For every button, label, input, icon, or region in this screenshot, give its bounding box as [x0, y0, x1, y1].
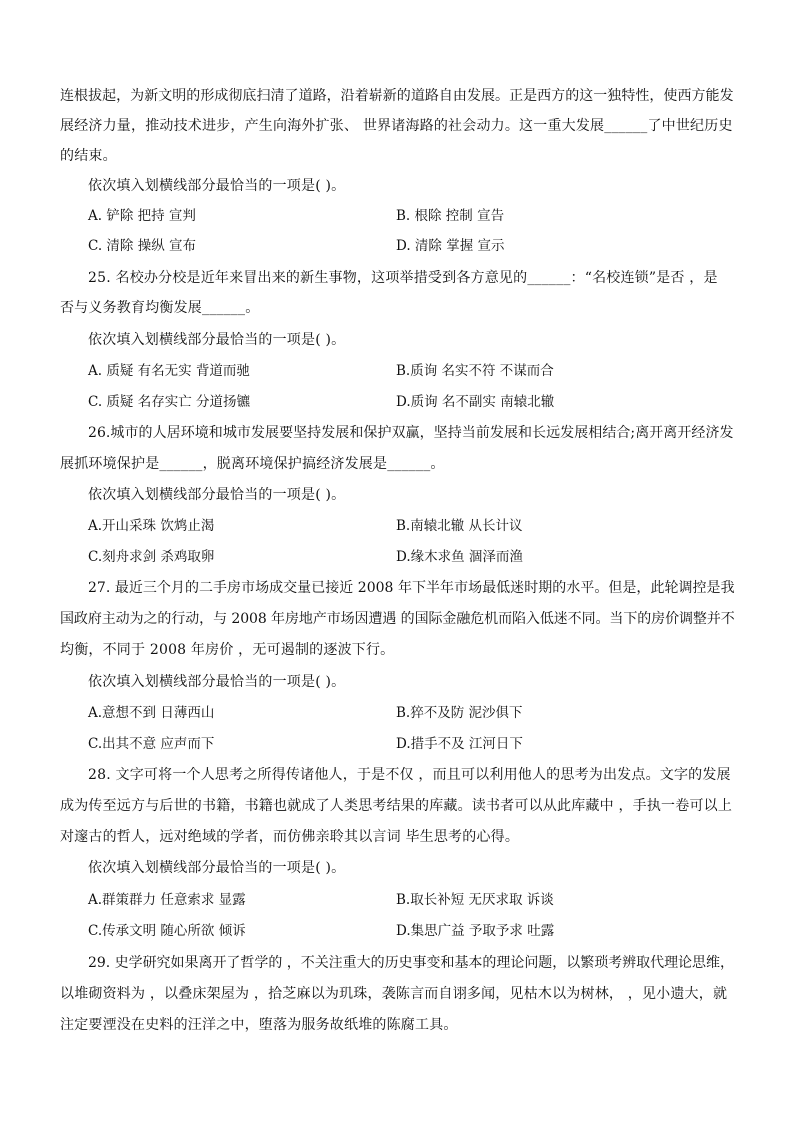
q25-text-line-1: 25. 名校办分校是近年来冒出来的新生事物，这项举措受到各方意见的______：“名校连锁”是否 ，是 — [88, 270, 718, 286]
q27-option-d: D.措手不及 江河日下 — [396, 736, 523, 752]
q26-option-a: A.开山采珠 饮鸩止渴 — [88, 518, 215, 534]
q24-text-line-1: 连根拔起，为新文明的形成彻底扫清了道路，沿着崭新的道路自由发展。正是西方的这一独特性，使西方能发 — [60, 88, 734, 104]
q26-text-line-1: 26.城市的人居环境和城市发展要坚持发展和保护双赢，坚持当前发展和长远发展相结合;离开离开经济发 — [88, 425, 734, 441]
q24-prompt: 依次填入划横线部分最恰当的一项是( )。 — [88, 178, 346, 194]
q27-option-b: B.猝不及防 泥沙俱下 — [396, 705, 523, 721]
q27-text-line-1: 27. 最近三个月的二手房市场成交量已接近 2008 年下半年市场最低迷时期的水平。但是，此轮调控是我 — [88, 580, 735, 596]
q28-option-a: A.群策群力 任意索求 显露 — [88, 892, 246, 908]
q24-option-a: A. 铲除 把持 宣判 — [88, 208, 196, 224]
q28-option-d: D.集思广益 予取予求 吐露 — [396, 923, 555, 939]
q29-text-line-1: 29. 史学研究如果离开了哲学的 ，不关注重大的历史事变和基本的理论问题，以繁琐考辨取代理论思维， — [88, 955, 734, 971]
q28-text-line-1: 28. 文字可将一个人思考之所得传诸他人，于是不仅 ，而且可以利用他人的思考为出发点。文字的发展 — [88, 767, 731, 783]
q28-option-c: C.传承文明 随心所欲 倾诉 — [88, 923, 246, 939]
q27-text-line-2: 国政府主动为之的行动，与 2008 年房地产市场因遭遇 的国际金融危机而陷入低迷不同。当下的房价调整并不 — [60, 611, 735, 627]
q27-text-line-3: 均衡，不同于 2008 年房价 ，无可遏制的逐波下行。 — [60, 642, 395, 658]
q24-option-c: C. 清除 操纵 宣布 — [88, 238, 197, 254]
q27-option-a: A.意想不到 日薄西山 — [88, 705, 215, 721]
q24-option-b: B. 根除 控制 宣告 — [396, 208, 505, 224]
q24-text-line-2: 展经济力量，推动技术进步，产生向海外扩张、 世界诸海路的社会动力。这一重大发展______了中世纪历史 — [60, 118, 733, 134]
q28-option-b: B.取长补短 无厌求取 诉谈 — [396, 892, 554, 908]
q29-text-line-3: 注定要湮没在史料的汪洋之中，堕落为服务故纸堆的陈腐工具。 — [60, 1017, 458, 1033]
q25-option-b: B.质询 名实不符 不谋而合 — [396, 363, 554, 379]
q28-text-line-3: 对邃古的哲人，远对绝域的学者，而仿佛亲聆其以言词 毕生思考的心得。 — [60, 829, 520, 845]
q28-text-line-2: 成为传至远方与后世的书籍，书籍也就成了人类思考结果的库藏。读书者可以从此库藏中 ，手执一卷可以上 — [60, 798, 733, 814]
q26-option-d: D.缘木求鱼 涸泽而渔 — [396, 549, 523, 565]
q26-option-c: C.刻舟求剑 杀鸡取卵 — [88, 549, 215, 565]
q25-option-a: A. 质疑 有名无实 背道而驰 — [88, 363, 250, 379]
q25-option-d: D.质询 名不副实 南辕北辙 — [396, 394, 555, 410]
q25-text-line-2: 否与义务教育均衡发展______。 — [60, 300, 260, 316]
q29-text-line-2: 以堆砌资料为 ，以叠床架屋为 ，拾芝麻以为玑珠，袭陈言而自诩多闻，见枯木以为树林， ，见小遗大，就 — [60, 986, 728, 1002]
q26-prompt: 依次填入划横线部分最恰当的一项是( )。 — [88, 487, 346, 503]
q24-option-d: D. 清除 掌握 宣示 — [396, 238, 505, 254]
q26-text-line-2: 展抓环境保护是______，脱离环境保护搞经济发展是______。 — [60, 456, 445, 472]
q26-option-b: B.南辕北辙 从长计议 — [396, 518, 523, 534]
q27-prompt: 依次填入划横线部分最恰当的一项是( )。 — [88, 674, 346, 690]
q28-prompt: 依次填入划横线部分最恰当的一项是( )。 — [88, 860, 346, 876]
q24-text-line-3: 的结束。 — [60, 148, 117, 164]
q25-option-c: C. 质疑 名存实亡 分道扬镳 — [88, 394, 251, 410]
q27-option-c: C.出其不意 应声而下 — [88, 736, 215, 752]
q25-prompt: 依次填入划横线部分最恰当的一项是( )。 — [88, 332, 346, 348]
